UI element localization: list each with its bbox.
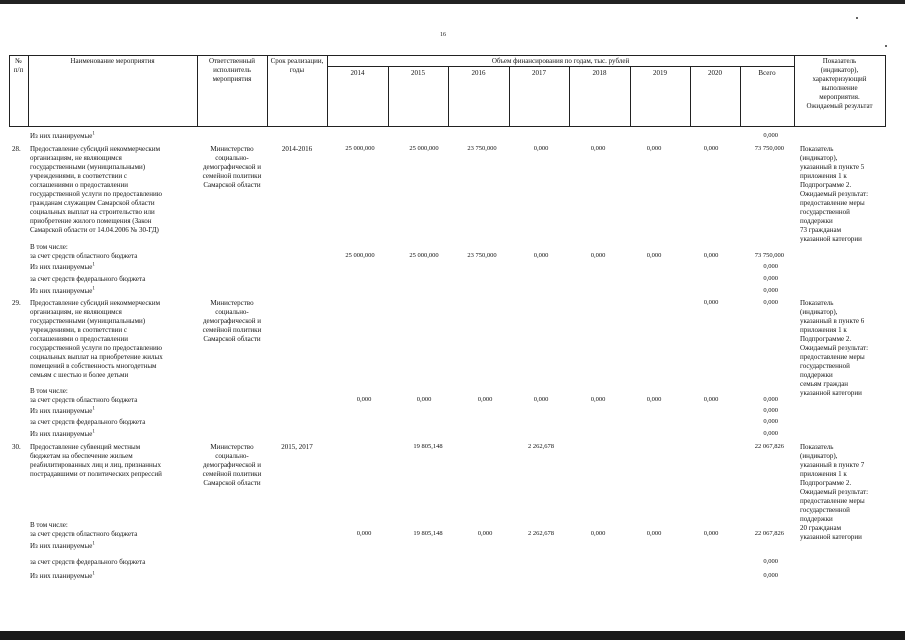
table-top-line xyxy=(9,55,885,56)
item-28-plan1-total: 0,000 xyxy=(763,263,778,270)
item-28-fed-label: за счет средств федерального бюджета xyxy=(30,275,146,283)
resp-line: социально- xyxy=(215,452,249,460)
item-29-obl-2015: 0,000 xyxy=(416,396,432,403)
resp-line: Министерство xyxy=(210,145,254,153)
indicator-line: Ожидаемый результат: xyxy=(800,488,869,496)
item-30-plan2 xyxy=(30,573,95,580)
name-line: соглашениями о предоставлении xyxy=(30,335,129,343)
indicator-line: поддержки xyxy=(800,515,833,523)
name-line: учреждениями, в соответствии с xyxy=(30,172,127,180)
item-30-plan2-total: 0,000 xyxy=(763,572,778,579)
header-resp-2: исполнитель xyxy=(213,66,251,74)
header-volume: Объем финансирования по годам, тыс. рублей xyxy=(491,57,630,65)
indicator-line: указанный в пункте 5 xyxy=(800,163,865,171)
item-30-term: 2015, 2017 xyxy=(281,443,313,451)
header-num-2: п/п xyxy=(13,66,24,74)
resp-line: Самарской области xyxy=(203,479,261,487)
item-29-plan2-total: 0,000 xyxy=(763,430,778,437)
name-line: социальных выплат на приобретение жилых xyxy=(30,353,163,361)
item-28-plan2-total: 0,000 xyxy=(763,287,778,294)
item-30-val-2015: 19 805,148 xyxy=(413,443,443,450)
indicator-line: указанный в пункте 6 xyxy=(800,317,865,325)
header-year: 2016 xyxy=(471,69,486,77)
table-header-bottom-line xyxy=(9,126,885,127)
name-line: государственной услуги по предоставлению xyxy=(30,190,162,198)
indicator-line: государственной xyxy=(800,362,850,370)
col-line xyxy=(197,55,198,127)
indicator-line: (индикатор), xyxy=(800,308,838,316)
item-30-obl-2014: 0,000 xyxy=(356,530,372,537)
row-planned-label xyxy=(30,133,95,140)
indicator-line: 20 гражданам xyxy=(800,524,842,532)
indicator-line: указанной категории xyxy=(800,235,862,243)
item-30-num: 30. xyxy=(12,443,21,451)
name-line: социальных выплат на строительство или xyxy=(30,208,155,216)
item-28-val-2019: 0,000 xyxy=(646,145,662,152)
scan-speck xyxy=(856,17,858,19)
name-line: Самарской области от 14.04.2006 № 30-ГД) xyxy=(30,226,159,234)
indicator-line: государственной xyxy=(800,506,850,514)
item-28-val-2020: 0,000 xyxy=(703,145,719,152)
indicator-line: (индикатор), xyxy=(800,154,838,162)
label-text: Из них планируемые xyxy=(30,572,93,580)
item-30-val-2017: 2 262,678 xyxy=(528,443,554,450)
item-29-val-total: 0,000 xyxy=(763,299,778,306)
indicator-line: Показатель xyxy=(800,299,834,307)
indicator-line: семьям граждан xyxy=(800,380,849,388)
item-30-obl-2018: 0,000 xyxy=(590,530,606,537)
footnote-mark: 1 xyxy=(92,571,95,577)
name-line: приобретение жилого помещения (Закон xyxy=(30,217,152,225)
item-28-num: 28. xyxy=(12,145,21,153)
label-text: Из них планируемые xyxy=(30,407,93,415)
header-indicator: мероприятия. xyxy=(819,93,860,101)
name-line: реабилитированных лиц и лиц, признанных xyxy=(30,461,161,469)
indicator-line: Ожидаемый результат: xyxy=(800,190,869,198)
header-year: 2014 xyxy=(350,69,365,77)
resp-line: Министерство xyxy=(210,299,254,307)
item-29-val-2020: 0,000 xyxy=(703,299,719,306)
item-29-plan2 xyxy=(30,431,95,438)
name-line: гражданам служащим Самарской области xyxy=(30,199,155,207)
item-28-obl-total: 73 750,000 xyxy=(754,252,784,259)
header-year: 2020 xyxy=(708,69,722,77)
name-line: Предоставление субвенций местным xyxy=(30,443,141,451)
scan-top-border xyxy=(0,0,905,4)
page-number: 16 xyxy=(440,32,446,38)
resp-line: демографической и xyxy=(202,461,262,469)
indicator-line: приложения 1 к xyxy=(800,470,847,478)
item-30-fed-label: за счет средств федерального бюджета xyxy=(30,558,146,566)
item-29-fed-total: 0,000 xyxy=(763,418,778,425)
resp-line: Министерство xyxy=(210,443,254,451)
col-line xyxy=(327,55,328,127)
footnote-mark: 1 xyxy=(92,429,95,435)
name-line: семьям с шестью и более детьми xyxy=(30,371,129,379)
item-28-obl-2017: 0,000 xyxy=(533,252,549,259)
item-28-plan1 xyxy=(30,264,95,271)
header-year: 2018 xyxy=(592,69,607,77)
item-28-val-2015: 25 000,000 xyxy=(409,145,439,152)
name-line: организациям, не являющимся xyxy=(30,308,122,316)
item-30-plan1 xyxy=(30,543,95,550)
resp-line: семейной политики xyxy=(202,172,262,180)
resp-line: демографической и xyxy=(202,163,262,171)
item-30-obl-2020: 0,000 xyxy=(703,530,719,537)
label-text: Из них планируемые xyxy=(30,263,93,271)
scan-bottom-border xyxy=(0,631,905,640)
item-28-obl-2014: 25 000,000 xyxy=(345,252,375,259)
name-line: государственными (муниципальными) xyxy=(30,163,146,171)
name-line: государственной услуги по предоставлению xyxy=(30,344,162,352)
item-29-obl-2018: 0,000 xyxy=(590,396,606,403)
indicator-line: поддержки xyxy=(800,371,833,379)
footnote-mark: 1 xyxy=(92,262,95,268)
resp-line: социально- xyxy=(215,308,249,316)
indicator-line: указанной категории xyxy=(800,389,862,397)
indicator-line: Показатель xyxy=(800,443,834,451)
item-28-obl-2015: 25 000,000 xyxy=(409,252,439,259)
header-term-2: годы xyxy=(289,66,305,74)
indicator-line: Показатель xyxy=(800,145,834,153)
header-indicator: Ожидаемый результат xyxy=(806,102,873,110)
item-29-plan1 xyxy=(30,408,95,415)
name-line: пострадавшими от политических репрессий xyxy=(30,470,162,478)
header-indicator: выполнение xyxy=(821,84,858,92)
resp-line: Самарской области xyxy=(203,335,261,343)
col-line xyxy=(9,55,10,127)
indicator-line: Подпрограмме 2. xyxy=(800,181,852,189)
item-28-val-2014: 25 000,000 xyxy=(345,145,375,152)
item-28-val-2016: 23 750,000 xyxy=(467,145,497,152)
header-name: Наименование мероприятия xyxy=(70,57,155,65)
col-line xyxy=(28,55,29,127)
scan-speck xyxy=(885,45,887,47)
name-line: Предоставление субсидий некоммерческим xyxy=(30,299,161,307)
name-line: учреждениями, в соответствии с xyxy=(30,326,127,334)
indicator-line: 73 гражданам xyxy=(800,226,842,234)
indicator-line: государственной xyxy=(800,208,850,216)
col-line xyxy=(267,55,268,127)
item-29-obl-2017: 0,000 xyxy=(533,396,549,403)
item-30-obl-2017: 2 262,678 xyxy=(528,530,554,537)
item-29-plan1-total: 0,000 xyxy=(763,407,778,414)
footnote-mark: 1 xyxy=(92,541,95,547)
label-text: Из них планируемые xyxy=(30,430,93,438)
name-line: соглашениями о предоставлении xyxy=(30,181,129,189)
item-30-obl-2015: 19 805,148 xyxy=(413,530,443,537)
name-line: бюджетам на обеспечение жильем xyxy=(30,452,133,460)
header-year: 2015 xyxy=(411,69,425,77)
item-29-obl-2019: 0,000 xyxy=(646,396,662,403)
header-resp-3: мероприятия xyxy=(212,75,252,83)
header-resp-1: Ответственный xyxy=(208,57,256,65)
item-28-val-2017: 0,000 xyxy=(533,145,549,152)
item-28-term: 2014-2016 xyxy=(281,145,313,153)
indicator-line: указанный в пункте 7 xyxy=(800,461,865,469)
indicator-line: Подпрограмме 2. xyxy=(800,479,852,487)
col-line xyxy=(885,55,886,127)
name-line: помещений в собственность многодетным xyxy=(30,362,157,370)
item-30-incl: В том числе: xyxy=(30,521,68,529)
label-text: Из них планируемые xyxy=(30,132,93,140)
item-28-plan2 xyxy=(30,288,95,295)
header-indicator: Показатель xyxy=(822,57,857,65)
indicator-line: предоставление меры xyxy=(800,353,865,361)
item-30-obl-label: за счет средств областного бюджета xyxy=(30,530,138,538)
item-30-fed-total: 0,000 xyxy=(763,558,778,565)
row-planned-total: 0,000 xyxy=(763,132,778,139)
header-term-1: Срок реализации, xyxy=(270,57,324,65)
footnote-mark: 1 xyxy=(92,406,95,412)
resp-line: социально- xyxy=(215,154,249,162)
indicator-line: предоставление меры xyxy=(800,497,865,505)
footnote-mark: 1 xyxy=(92,131,95,137)
item-29-incl: В том числе: xyxy=(30,387,68,395)
label-text: Из них планируемые xyxy=(30,542,93,550)
indicator-line: Подпрограмме 2. xyxy=(800,335,852,343)
name-line: государственными (муниципальными) xyxy=(30,317,146,325)
label-text: Из них планируемые xyxy=(30,287,93,295)
header-indicator: характеризующий xyxy=(812,75,867,83)
item-28-val-2018: 0,000 xyxy=(590,145,606,152)
name-line: организациям, не являющимся xyxy=(30,154,122,162)
item-28-obl-2019: 0,000 xyxy=(646,252,662,259)
name-line: Предоставление субсидий некоммерческим xyxy=(30,145,161,153)
item-30-obl-2016: 0,000 xyxy=(477,530,493,537)
item-28-obl-2018: 0,000 xyxy=(590,252,606,259)
footnote-mark: 1 xyxy=(92,286,95,292)
resp-line: семейной политики xyxy=(202,326,262,334)
item-30-obl-total: 22 067,826 xyxy=(754,530,784,537)
indicator-line: (индикатор), xyxy=(800,452,838,460)
item-28-obl-2020: 0,000 xyxy=(703,252,719,259)
item-28-obl-label: за счет средств областного бюджета xyxy=(30,252,138,260)
resp-line: демографической и xyxy=(202,317,262,325)
header-indicator: (индикатор), xyxy=(820,66,859,74)
item-28-val-total: 73 750,000 xyxy=(754,145,784,152)
item-30-val-total: 22 067,826 xyxy=(754,443,784,450)
indicator-line: указанной категории xyxy=(800,533,862,541)
indicator-line: приложения 1 к xyxy=(800,326,847,334)
item-28-obl-2016: 23 750,000 xyxy=(467,252,497,259)
years-divider-line xyxy=(327,66,794,67)
item-29-obl-label: за счет средств областного бюджета xyxy=(30,396,138,404)
item-29-obl-2014: 0,000 xyxy=(356,396,372,403)
item-29-fed-label: за счет средств федерального бюджета xyxy=(30,418,146,426)
item-29-num: 29. xyxy=(12,299,21,307)
item-29-obl-total: 0,000 xyxy=(763,396,778,403)
item-30-obl-2019: 0,000 xyxy=(646,530,662,537)
item-29-obl-2020: 0,000 xyxy=(703,396,719,403)
indicator-line: приложения 1 к xyxy=(800,172,847,180)
indicator-line: предоставление меры xyxy=(800,199,865,207)
indicator-line: Ожидаемый результат: xyxy=(800,344,869,352)
item-29-obl-2016: 0,000 xyxy=(477,396,493,403)
header-year: 2017 xyxy=(532,69,546,77)
indicator-line: поддержки xyxy=(800,217,833,225)
resp-line: семейной политики xyxy=(202,470,262,478)
item-28-fed-total: 0,000 xyxy=(763,275,778,282)
header-num: № xyxy=(15,57,22,65)
resp-line: Самарской области xyxy=(203,181,261,189)
item-28-incl: В том числе: xyxy=(30,243,68,251)
header-year: 2019 xyxy=(653,69,667,77)
header-total: Всего xyxy=(758,69,776,77)
